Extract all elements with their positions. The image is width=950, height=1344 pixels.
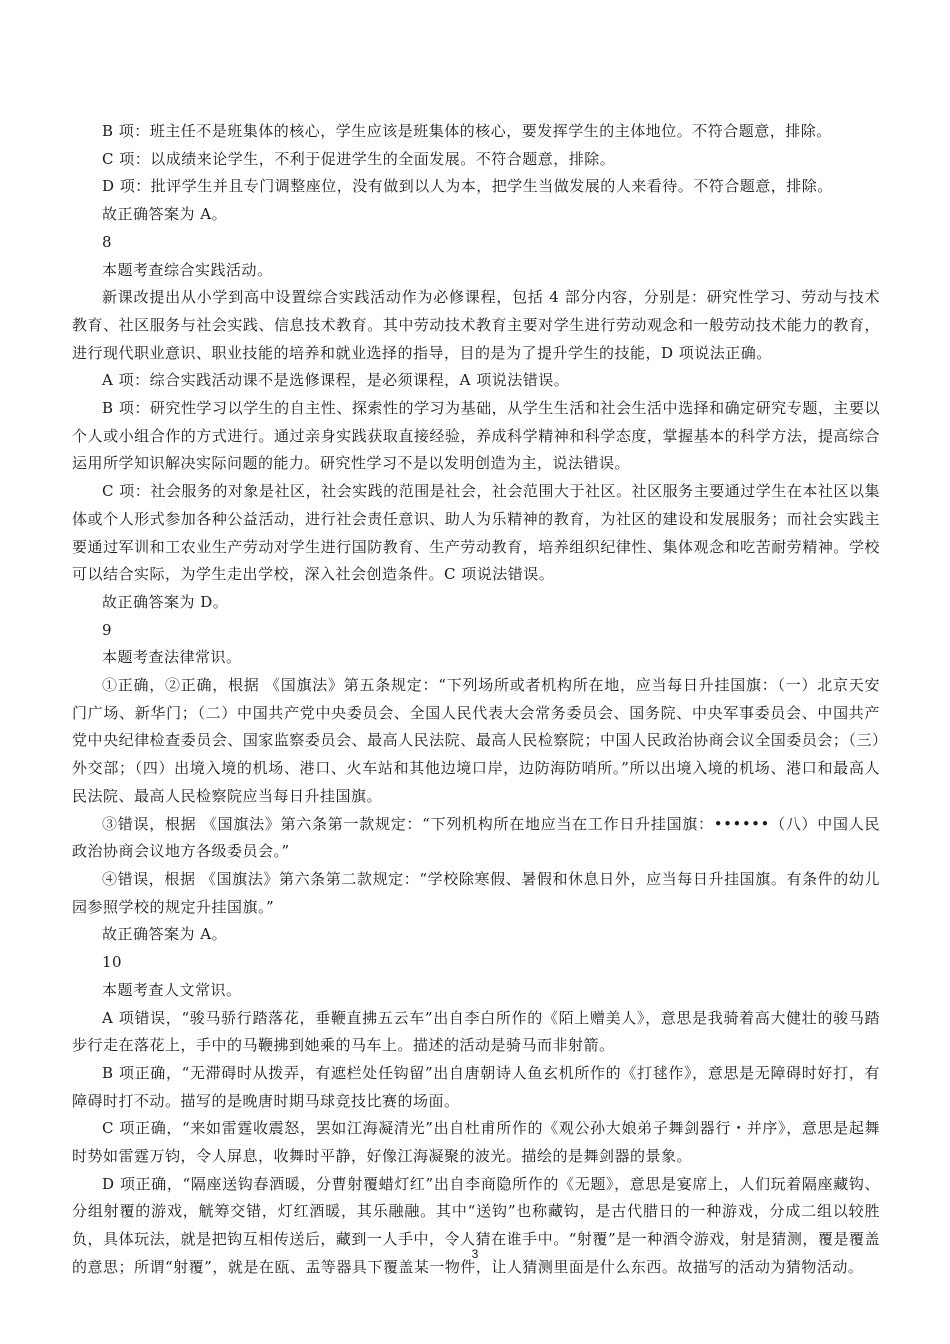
paragraph-topic: 本题考查人文常识。 <box>102 980 242 999</box>
question-number: 9 <box>102 620 113 639</box>
question-number: 8 <box>102 232 113 251</box>
paragraph-topic: 本题考查综合实践活动。 <box>102 260 273 279</box>
paragraph-answer: 故正确答案为 D。 <box>102 592 229 611</box>
paragraph-option-c: C 项：以成绩来论学生，不利于促进学生的全面发展。不符合题意，排除。 <box>102 149 616 168</box>
paragraph-explanation: 新课改提出从小学到高中设置综合实践活动作为必修课程，包括 4 部分内容，分别是：研究性学习、劳动与技术教育、社区服务与社会实践、信息技术教育。其中劳动技术教育主要对学生进行劳动观念和一般劳动技术能力的教育，进行现代职业意识、职业技能的培养和就业选择的指导，目的是为了提升学生的技能，D 项说法正确。 <box>72 288 880 362</box>
paragraph-option-b: B 项：班主任不是班集体的核心，学生应该是班集体的核心，要发挥学生的主体地位。不符合题意，排除。 <box>102 122 832 140</box>
paragraph-item-3: ③错误，根据 《国旗法》第六条第一款规定：“下列机构所在地应当在工作日升挂国旗：••••••（八）中国人民政治协商会议地方各级委员会。” <box>72 814 880 861</box>
paragraph-option-b: B 项：研究性学习以学生的自主性、探索性的学习为基础，从学生生活和社会生活中选择和确定研究专题，主要以个人或小组合作的方式进行。通过亲身实践获取直接经验，养成科学精神和科学态度，掌握基本的科学方法，提高综合运用所学知识解决实际问题的能力。研究性学习不是以发明创造为主，说法错误。 <box>72 399 880 473</box>
paragraph-answer: 故正确答案为 A。 <box>102 205 228 224</box>
page-number: 3 <box>471 1247 479 1261</box>
paragraph-answer: 故正确答案为 A。 <box>102 925 228 944</box>
paragraph-option-a: A 项错误，“骏马骄行踏落花，垂鞭直拂五云车”出自李白所作的《陌上赠美人》，意思是我骑着高大健壮的骏马踏步行走在落花上，手中的马鞭拂到她乘的马车上。描述的活动是骑马而非射箭。 <box>72 1008 880 1055</box>
question-number: 10 <box>102 953 123 972</box>
paragraph-option-c: C 项：社会服务的对象是社区，社会实践的范围是社会，社会范围大于社区。社区服务主要通过学生在本社区以集体或个人形式参加各种公益活动，进行社会责任意识、助人为乐精神的教育，为社区的建设和发展服务；而社会实践主要通过军训和工农业生产劳动对学生进行国防教育、生产劳动教育，培养组织纪律性、集体观念和吃苦耐劳精神。学校可以结合实际，为学生走出学校，深入社会创造条件。C 项说法错误。 <box>72 482 880 584</box>
page-content <box>72 118 880 1282</box>
paragraph-item-4: ④错误，根据 《国旗法》第六条第二款规定：“学校除寒假、暑假和休息日外，应当每日升挂国旗。有条件的幼儿园参照学校的规定升挂国旗。” <box>72 869 880 916</box>
paragraph-option-d: D 项正确，“隔座送钩春酒暖，分曹射覆蜡灯红”出自李商隐所作的《无题》，意思是宴席上，人们玩着隔座藏钩、分组射覆的游戏，觥筹交错，灯红酒暖，其乐融融。其中“送钩”也称藏钩，是古代腊日的一种游戏，分成二组以较胜负，具体玩法，就是把钩互相传送后，藏到一人手中，令人猜在谁手中。“射覆”是一种酒令游戏，射是猜测，覆是覆盖的意思；所谓“射覆”，就是在瓯、盂等器具下覆盖某一物件，让人猜测里面是什么东西。故描写的活动为猜物活动。 <box>72 1174 880 1276</box>
paragraph-option-c: C 项正确，“来如雷霆收震怒，罢如江海凝清光”出自杜甫所作的《观公孙大娘弟子舞剑器行・并序》，意思是起舞时势如雷霆万钧，令人屏息，收舞时平静，好像江海凝聚的波光。描绘的是舞剑器的景象。 <box>72 1119 880 1166</box>
paragraph-item-1-2: ①正确，②正确，根据 《国旗法》第五条规定：“下列场所或者机构所在地，应当每日升挂国旗：（一）北京天安门广场、新华门；（二）中国共产党中央委员会、全国人民代表大会常务委员会、国务院、中央军事委员会、中国共产党中央纪律检查委员会、国家监察委员会、最高人民法院、最高人民检察院；中国人民政治协商会议全国委员会；（三）外交部；（四）出境入境的机场、港口、火车站和其他边境口岸，边防海防哨所。”所以出境入境的机场、港口和最高人民法院、最高人民检察院应当每日升挂国旗。 <box>72 676 880 805</box>
paragraph-option-d: D 项：批评学生并且专门调整座位，没有做到以人为本，把学生当做发展的人来看待。不符合题意，排除。 <box>102 177 833 196</box>
paragraph-option-a: A 项：综合实践活动课不是选修课程，是必须课程，A 项说法错误。 <box>102 371 570 390</box>
paragraph-topic: 本题考查法律常识。 <box>102 648 242 667</box>
paragraph-option-b: B 项正确，“无滞碍时从拨弄，有遮栏处任钩留”出自唐朝诗人鱼玄机所作的《打毬作》，意思是无障碍时好打，有障碍时打不动。描写的是晚唐时期马球竞技比赛的场面。 <box>72 1063 880 1110</box>
